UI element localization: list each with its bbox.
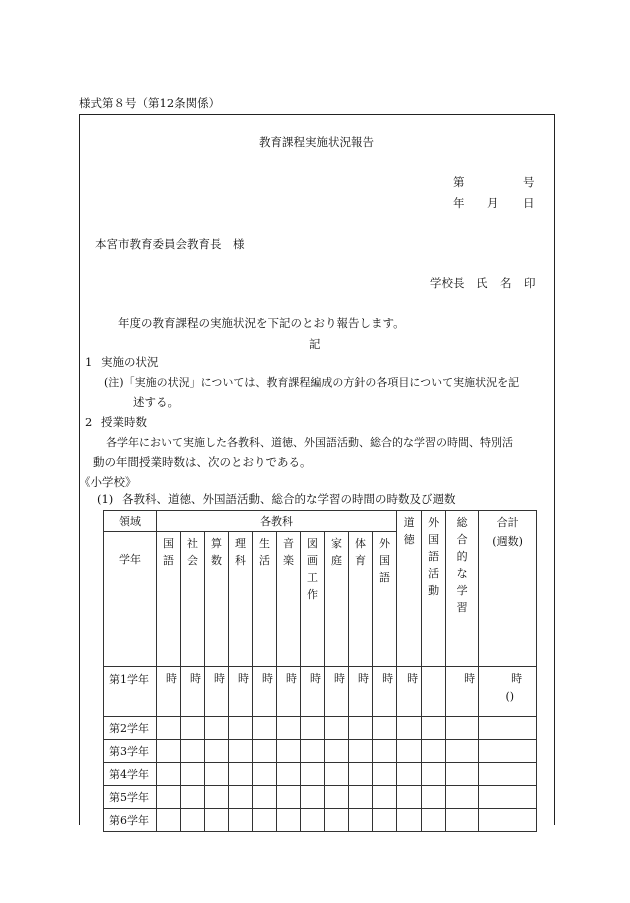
empty-cell[interactable] (157, 717, 181, 740)
empty-cell[interactable] (301, 717, 325, 740)
hour-cell[interactable]: 時 (277, 667, 301, 717)
empty-cell[interactable] (397, 809, 422, 832)
empty-cell[interactable] (253, 786, 277, 809)
subject-header (253, 532, 277, 667)
empty-cell[interactable] (277, 763, 301, 786)
subject-header (229, 532, 253, 667)
header-char: 活 (428, 567, 440, 580)
empty-cell[interactable] (422, 809, 446, 832)
subject-header (325, 532, 349, 667)
grade-header: 学年 (104, 532, 157, 667)
empty-cell[interactable] (181, 786, 205, 809)
total-header (479, 511, 537, 667)
hour-cell[interactable]: 時 (157, 667, 181, 717)
grade-label: 第4学年 (104, 763, 157, 786)
empty-cell[interactable] (325, 763, 349, 786)
hour-cell[interactable]: 時 (205, 667, 229, 717)
total-label: 合計 (496, 516, 519, 529)
empty-cell[interactable] (253, 763, 277, 786)
subjects-header: 各教科 (157, 511, 397, 532)
hour-cell[interactable]: 時 (373, 667, 397, 717)
section2-para-line1: 各学年において実施した各教科、道徳、外国語活動、総合的な学習の時間、特別活 (106, 436, 513, 449)
empty-cell[interactable] (397, 786, 422, 809)
grade-label: 第3学年 (104, 740, 157, 763)
header-char: 語 (428, 550, 440, 563)
empty-cell[interactable] (479, 717, 537, 740)
empty-cell[interactable] (181, 740, 205, 763)
grade-label: 第5学年 (104, 786, 157, 809)
section1-note-line2: 述する。 (133, 395, 179, 409)
empty-cell[interactable] (301, 763, 325, 786)
empty-cell[interactable] (229, 763, 253, 786)
section1-number: 1 (85, 355, 93, 369)
empty-cell[interactable] (205, 740, 229, 763)
empty-cell[interactable] (229, 717, 253, 740)
header-char: 学 (456, 584, 468, 597)
empty-cell[interactable] (277, 786, 301, 809)
subject-header (301, 532, 325, 667)
header-char: 合 (456, 533, 468, 546)
gaikokugo-katsudo-cell[interactable] (422, 667, 446, 717)
empty-cell[interactable] (181, 809, 205, 832)
hour-cell[interactable]: 時 (301, 667, 325, 717)
header-char: 科 (235, 554, 246, 567)
addressee: 本宮市教育委員会教育長 様 (95, 237, 245, 251)
header-char: 外 (379, 537, 391, 550)
empty-cell[interactable] (479, 809, 537, 832)
header-char: 生 (259, 537, 270, 550)
date-month: 月 (487, 196, 499, 210)
header-char: 的 (456, 550, 468, 563)
subsection-number: (1) (97, 492, 114, 506)
section1-title: 実施の状況 (101, 355, 159, 369)
empty-cell[interactable] (157, 786, 181, 809)
section1-note-line1: (注)「実施の状況」については、教育課程編成の方針の各項目について実施状況を記 (104, 376, 520, 389)
empty-cell[interactable] (349, 717, 373, 740)
empty-cell[interactable] (373, 740, 397, 763)
empty-cell[interactable] (157, 740, 181, 763)
header-char: 作 (307, 588, 318, 601)
empty-cell[interactable] (205, 717, 229, 740)
grade-label: 第6学年 (104, 809, 157, 832)
empty-cell[interactable] (349, 786, 373, 809)
empty-cell[interactable] (253, 717, 277, 740)
header-char: 外 (428, 516, 440, 529)
doutoku-header (397, 511, 422, 667)
header-char: 総 (456, 516, 468, 529)
header-char: 楽 (283, 554, 294, 567)
empty-cell[interactable] (301, 809, 325, 832)
header-char: 動 (428, 584, 440, 597)
empty-cell[interactable] (277, 809, 301, 832)
empty-cell[interactable] (397, 763, 422, 786)
number-dai: 第 (453, 175, 465, 189)
weeks-label: (週数) (492, 535, 523, 548)
empty-cell[interactable] (157, 809, 181, 832)
domain-header: 領域 (104, 511, 157, 532)
header-char: な (456, 567, 468, 580)
empty-cell[interactable] (446, 786, 479, 809)
gaikokugo-katsudo-header (422, 511, 446, 667)
sougou-hour-cell[interactable]: 時 (446, 667, 479, 717)
grade-label: 第2学年 (104, 717, 157, 740)
empty-cell[interactable] (325, 809, 349, 832)
header-char: 習 (456, 601, 468, 614)
empty-cell[interactable] (325, 740, 349, 763)
header-char: 国 (379, 554, 391, 567)
empty-cell[interactable] (277, 740, 301, 763)
subject-header (373, 532, 397, 667)
form-label: 様式第８号（第12条関係） (79, 96, 221, 110)
empty-cell[interactable] (301, 786, 325, 809)
date-day: 日 (523, 196, 535, 210)
empty-cell[interactable] (397, 740, 422, 763)
header-char: 家 (331, 537, 342, 550)
header-char: 音 (283, 537, 294, 550)
empty-cell[interactable] (349, 740, 373, 763)
header-char: 数 (211, 554, 222, 567)
empty-cell[interactable] (205, 809, 229, 832)
empty-cell[interactable] (325, 717, 349, 740)
empty-cell[interactable] (157, 763, 181, 786)
signer-title: 学校長 (430, 276, 465, 290)
school-type: 《小学校》 (79, 475, 137, 489)
header-char: 活 (259, 554, 270, 567)
header-char: 育 (355, 554, 366, 567)
header-char: 庭 (331, 554, 342, 567)
empty-cell[interactable] (397, 717, 422, 740)
signer-mei: 名 (500, 276, 512, 290)
grade-label: 第1学年 (104, 667, 157, 717)
subsection-title: 各教科、道徳、外国語活動、総合的な学習の時間の時数及び週数 (122, 492, 456, 506)
number-gou: 号 (523, 175, 535, 189)
empty-cell[interactable] (229, 809, 253, 832)
empty-cell[interactable] (373, 763, 397, 786)
weeks-value: () (505, 690, 515, 703)
subject-header (157, 532, 181, 667)
header-char: 画 (307, 554, 318, 567)
signer-shi: 氏 (476, 276, 488, 290)
empty-cell[interactable] (229, 786, 253, 809)
subject-header (205, 532, 229, 667)
empty-cell[interactable] (446, 809, 479, 832)
empty-cell[interactable] (349, 763, 373, 786)
empty-cell[interactable] (205, 763, 229, 786)
header-char: 国 (428, 533, 440, 546)
empty-cell[interactable] (373, 717, 397, 740)
empty-cell[interactable] (253, 740, 277, 763)
header-char: 国 (163, 537, 174, 550)
empty-cell[interactable] (253, 809, 277, 832)
empty-cell[interactable] (205, 786, 229, 809)
hour-cell[interactable]: 時 (253, 667, 277, 717)
empty-cell[interactable] (422, 786, 446, 809)
subject-header (277, 532, 301, 667)
header-char: 社 (187, 537, 198, 550)
subject-header (349, 532, 373, 667)
hour-cell[interactable]: 時 (181, 667, 205, 717)
empty-cell[interactable] (422, 740, 446, 763)
date-year: 年 (453, 196, 465, 210)
empty-cell[interactable] (277, 717, 301, 740)
empty-cell[interactable] (349, 809, 373, 832)
empty-cell[interactable] (422, 763, 446, 786)
empty-cell[interactable] (446, 717, 479, 740)
header-char: 図 (307, 537, 318, 550)
empty-cell[interactable] (446, 740, 479, 763)
hour-cell[interactable]: 時 (325, 667, 349, 717)
header-char: 算 (211, 537, 222, 550)
empty-cell[interactable] (479, 763, 537, 786)
empty-cell[interactable] (229, 740, 253, 763)
signer-in: 印 (524, 276, 536, 290)
doutoku-hour-cell[interactable]: 時 (397, 667, 422, 717)
empty-cell[interactable] (373, 809, 397, 832)
empty-cell[interactable] (422, 717, 446, 740)
empty-cell[interactable] (446, 763, 479, 786)
header-char: 語 (379, 571, 391, 584)
sougou-header (446, 511, 479, 667)
section2-number: 2 (85, 415, 93, 429)
section2-title: 授業時数 (101, 415, 147, 429)
header-char: 理 (235, 537, 246, 550)
empty-cell[interactable] (181, 763, 205, 786)
empty-cell[interactable] (301, 740, 325, 763)
doc-title: 教育課程実施状況報告 (259, 135, 374, 149)
empty-cell[interactable] (325, 786, 349, 809)
intro-text: 年度の教育課程の実施状況を下記のとおり報告します。 (118, 316, 405, 330)
empty-cell[interactable] (373, 786, 397, 809)
empty-cell[interactable] (181, 717, 205, 740)
subject-header (181, 532, 205, 667)
header-char: 体 (355, 537, 366, 550)
hours-table (103, 510, 537, 832)
header-char: 語 (163, 554, 174, 567)
ki-label: 記 (309, 337, 321, 351)
header-char: 道 (403, 516, 415, 529)
section2-para-line2: 動の年間授業時数は、次のとおりである。 (93, 455, 312, 469)
hour-cell[interactable]: 時 (349, 667, 373, 717)
header-char: 徳 (403, 533, 415, 546)
empty-cell[interactable] (479, 786, 537, 809)
total-hour-cell[interactable]: 時 () (479, 667, 537, 717)
header-char: 工 (307, 571, 318, 584)
empty-cell[interactable] (479, 740, 537, 763)
hour-cell[interactable]: 時 (229, 667, 253, 717)
header-char: 会 (187, 554, 198, 567)
